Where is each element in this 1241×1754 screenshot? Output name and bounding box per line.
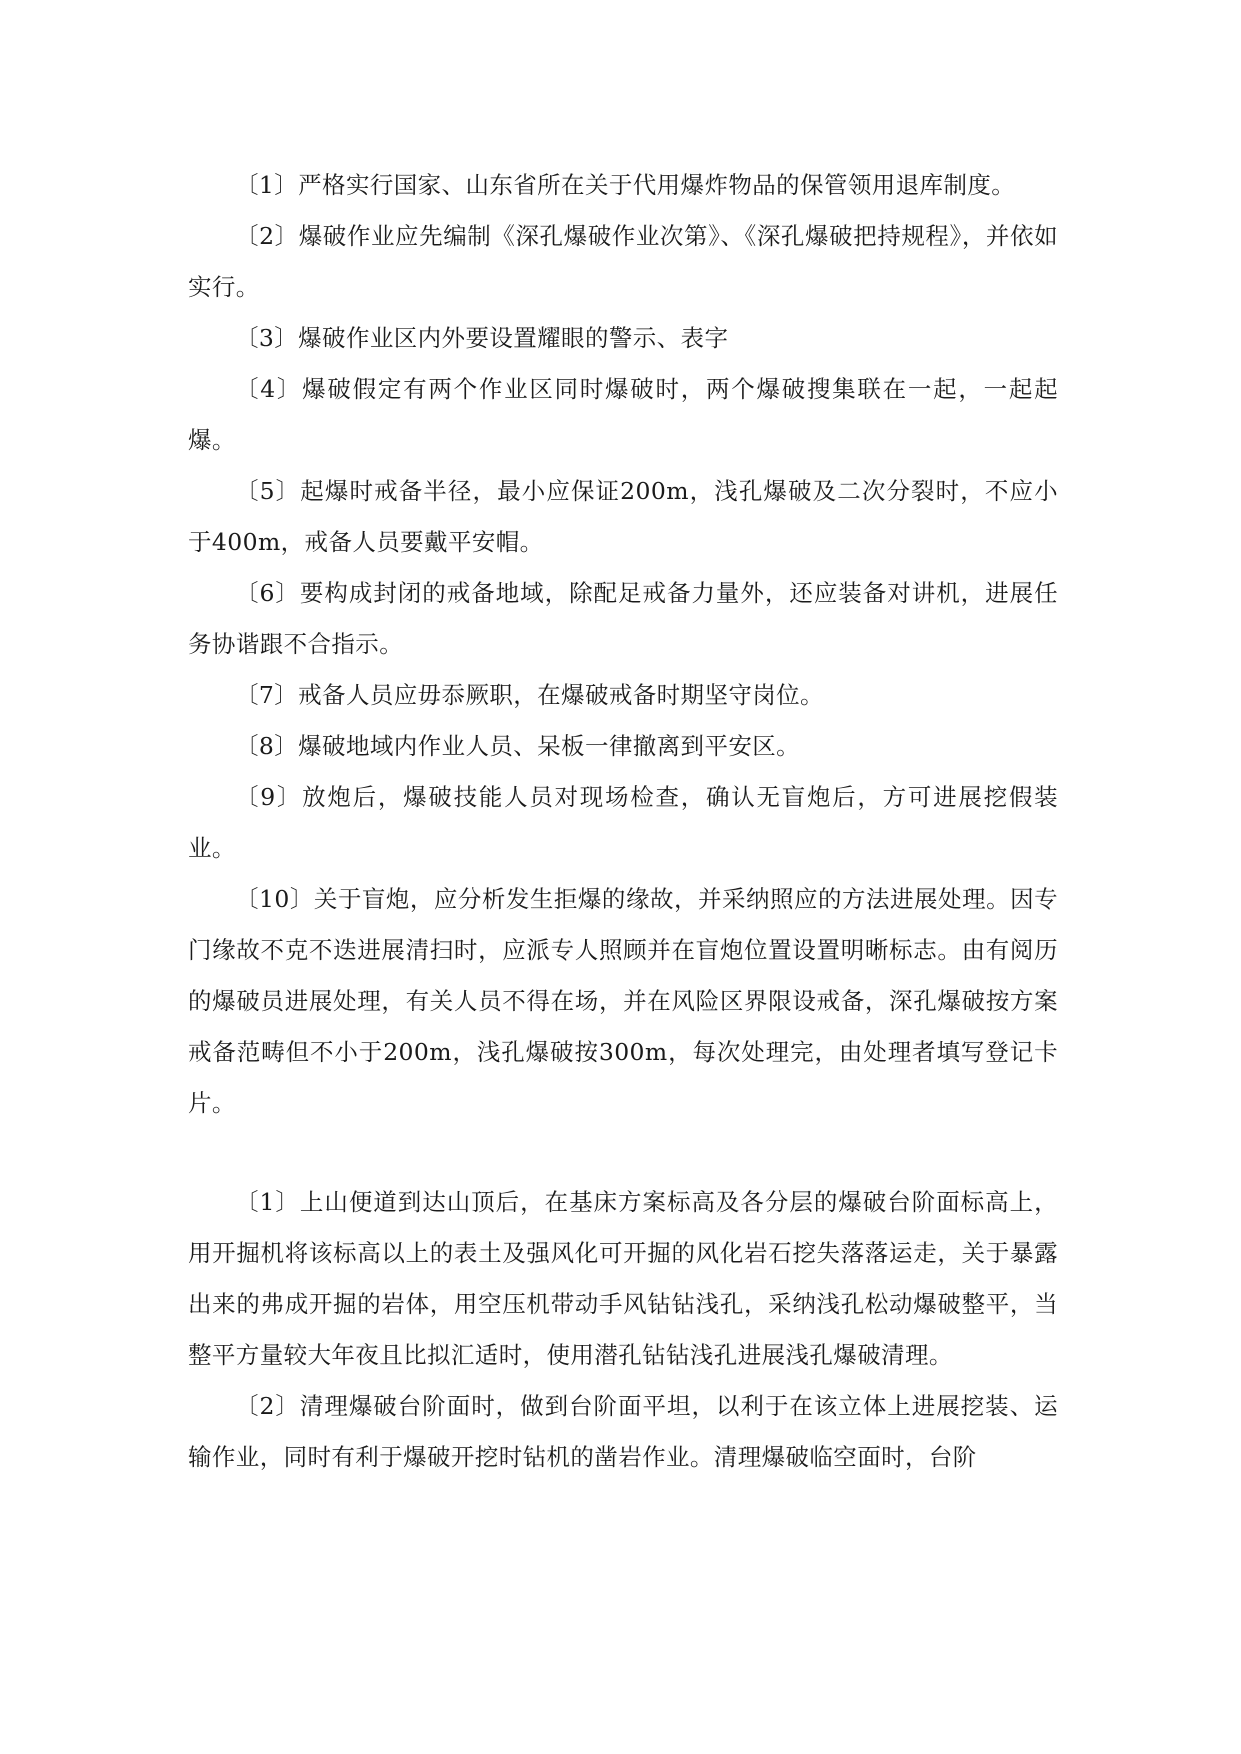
section-spacer	[188, 1129, 1058, 1177]
paragraph-4: 〔4〕爆破假定有两个作业区同时爆破时，两个爆破搜集联在一起，一起起爆。	[188, 375, 1058, 454]
paragraph-1: 〔1〕严格实行国家、山东省所在关于代用爆炸物品的保管领用退库制度。	[235, 171, 1016, 199]
paragraph-3: 〔3〕爆破作业区内外要设置耀眼的警示、表字	[235, 324, 729, 352]
paragraph-8: 〔8〕爆破地域内作业人员、呆板一律撤离到平安区。	[235, 732, 801, 760]
paragraph-9: 〔9〕放炮后，爆破技能人员对现场检查，确认无盲炮后，方可进展挖假装业。	[188, 783, 1058, 862]
paragraph-12: 〔2〕清理爆破台阶面时，做到台阶面平坦，以利于在该立体上进展挖装、运输作业，同时有利于爆破开挖时钻机的凿岩作业。清理爆破临空面时，台阶	[188, 1392, 1058, 1471]
paragraph-7: 〔7〕戒备人员应毋忝厥职，在爆破戒备时期坚守岗位。	[235, 681, 824, 709]
paragraph-5: 〔5〕起爆时戒备半径，最小应保证200m，浅孔爆破及二次分裂时，不应小于400m，戒备人员要戴平安帽。	[188, 477, 1058, 556]
paragraph-2: 〔2〕爆破作业应先编制《深孔爆破作业次第》、《深孔爆破把持规程》，并依如实行。	[188, 222, 1058, 301]
paragraph-6: 〔6〕要构成封闭的戒备地域，除配足戒备力量外，还应装备对讲机，进展任务协谐跟不合指示。	[188, 579, 1058, 658]
paragraph-11: 〔1〕上山便道到达山顶后，在基床方案标高及各分层的爆破台阶面标高上，用开掘机将该标高以上的表土及强风化可开掘的风化岩石挖失落落运走，关于暴露出来的弗成开掘的岩体，用空压机带动手风钻钻浅孔，采纳浅孔松动爆破整平，当整平方量较大年夜且比拟汇适时，使用潜孔钻钻浅孔进展浅孔爆破清理。	[188, 1188, 1058, 1369]
document-body	[188, 160, 1058, 1483]
paragraph-10: 〔10〕关于盲炮，应分析发生拒爆的缘故，并采纳照应的方法进展处理。因专门缘故不克不迭进展清扫时，应派专人照顾并在盲炮位置设置明晰标志。由有阅历的爆破员进展处理，有关人员不得在场，并在风险区界限设戒备，深孔爆破按方案戒备范畴但不小于200m，浅孔爆破按300m，每次处理完，由处理者填写登记卡片。	[188, 885, 1058, 1117]
